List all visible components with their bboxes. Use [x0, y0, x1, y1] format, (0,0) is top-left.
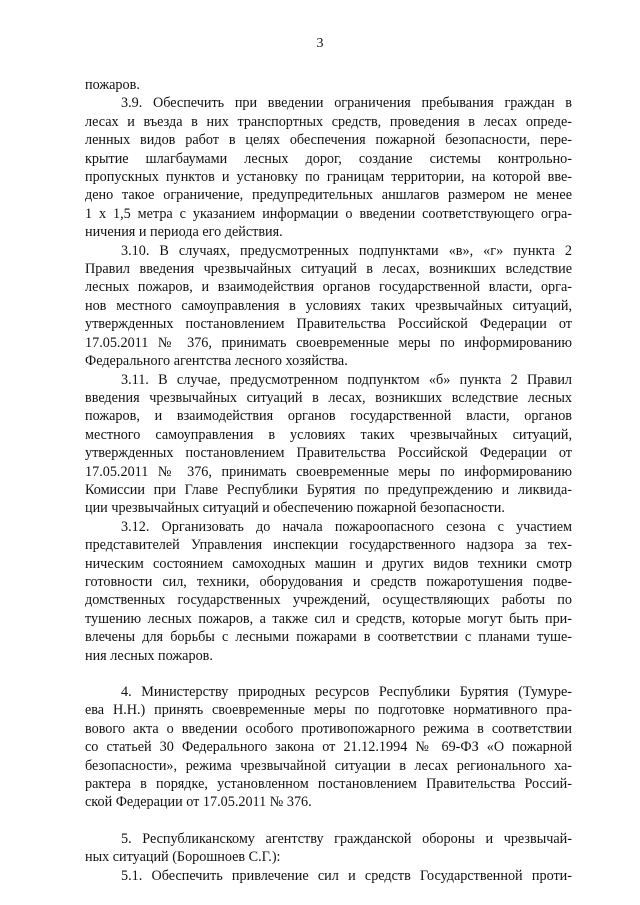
text-line: ции чрезвычайных ситуаций и обеспечению пожарной безопасности. — [85, 500, 505, 517]
text-line: 3.10. В случаях, предусмотренных подпунктами «в», «г» пункта 2 — [121, 242, 572, 259]
text-line: 3.12. Организовать до начала пожароопасного сезона с участием — [121, 518, 572, 535]
text-line: ния лесных пожаров. — [85, 647, 213, 664]
text-line: утвержденных постановлением Правительства Российской Федерации от — [85, 316, 572, 333]
text-line: 4. Министерству природных ресурсов Республики Бурятия (Тумуре- — [121, 684, 572, 700]
text-line: тушению лесных пожаров, а также сил и средств, которые могут быть при- — [85, 610, 572, 627]
text-line: лесах и въезда в них транспортных средств, проведения в лесах опреде- — [85, 113, 572, 130]
text-line: 1 х 1,5 метра с указанием информации о введении соответствующего огра- — [85, 205, 572, 222]
text-line: со статьей 30 Федерального закона от 21.12.1994 № 69-ФЗ «О пожарной — [85, 739, 572, 756]
text-line: нов местного самоуправления в условиях таких чрезвычайных ситуаций, — [85, 297, 572, 314]
paragraph-3-11 — [85, 371, 572, 518]
paragraph-5-1 — [85, 867, 572, 885]
text-line: ленных видов работ в целях обеспечения пожарной безопасности, пере- — [85, 132, 572, 149]
text-line: Правил введения чрезвычайных ситуаций в лесах, возникших вследствие — [85, 261, 572, 278]
paragraph-3-12 — [85, 518, 572, 665]
text-line: 17.05.2011 № 376, принимать своевременные меры по информированию — [85, 463, 572, 480]
text-line: ской Федерации от 17.05.2011 № 376. — [85, 794, 312, 811]
page-number: 3 — [316, 36, 324, 51]
paragraph-3-10 — [85, 242, 572, 371]
text-line: 3.11. В случае, предусмотренном подпунктом «б» пункта 2 Правил — [121, 371, 572, 388]
paragraph-spacer — [85, 812, 572, 830]
text-line: пожаров, и взаимодействия органов государственной власти, органов — [85, 408, 572, 425]
text-line: утвержденных постановлением Правительства Российской Федерации от — [85, 445, 572, 462]
text-line: пожаров. — [85, 77, 140, 93]
text-line: 5.1. Обеспечить привлечение сил и средств Государственной проти- — [121, 867, 572, 884]
text-line: пропускных пунктов и установку по границам территории, на которой вве- — [85, 169, 572, 186]
text-line: представителей Управления инспекции государственного надзора за тех- — [85, 537, 572, 554]
text-line: дено такое ограничение, предупредительных аншлагов размером не менее — [85, 187, 572, 204]
text-line: 3.9. Обеспечить при введении ограничения пребывания граждан в — [121, 95, 572, 112]
text-line: Комиссии при Главе Республики Бурятия по предупреждению и ликвида- — [85, 481, 572, 498]
text-line: ническим состоянием самоходных машин и других видов техники смотр — [85, 555, 572, 572]
text-line: домственных государственных учреждений, осуществляющих работы по — [85, 592, 572, 609]
paragraph-5 — [85, 830, 572, 867]
text-line: ных ситуаций (Борошноев С.Г.): — [85, 849, 281, 866]
text-line: Федерального агентства лесного хозяйства. — [85, 353, 348, 370]
text-line: ничения и периода его действия. — [85, 224, 283, 241]
text-line: 5. Республиканскому агентству гражданской обороны и чрезвычай- — [121, 830, 572, 847]
text-line: местного самоуправления в условиях таких чрезвычайных ситуаций, — [85, 426, 572, 443]
document-body — [85, 76, 572, 885]
text-line: безопасности», режима чрезвычайной ситуации в лесах регионального ха- — [85, 757, 572, 774]
text-line: введения чрезвычайных ситуаций в лесах, возникших вследствие лесных — [85, 389, 572, 406]
paragraph-spacer — [85, 665, 572, 683]
text-line: крытие шлагбаумами лесных дорог, создание системы контрольно- — [85, 150, 572, 167]
text-line: 17.05.2011 № 376, принимать своевременные меры по информированию — [85, 334, 572, 351]
text-line: ева Н.Н.) принять своевременные меры по подготовке нормативного пра- — [85, 702, 572, 719]
text-line: лесных пожаров, и взаимодействия органов государственной власти, орга- — [85, 279, 572, 296]
paragraph-4 — [85, 683, 572, 812]
text-line: влечены для борьбы с лесными пожарами в соответствии с планами туше- — [85, 629, 572, 646]
paragraph-3-9 — [85, 94, 572, 241]
paragraph-continuation — [85, 76, 572, 94]
text-line: рактера в порядке, установленном постановлением Правительства Россий- — [85, 776, 572, 793]
text-line: готовности сил, техники, оборудования и средств пожаротушения подве- — [85, 573, 572, 590]
text-line: вового акта о введении особого противопожарного режима в соответствии — [85, 720, 572, 737]
